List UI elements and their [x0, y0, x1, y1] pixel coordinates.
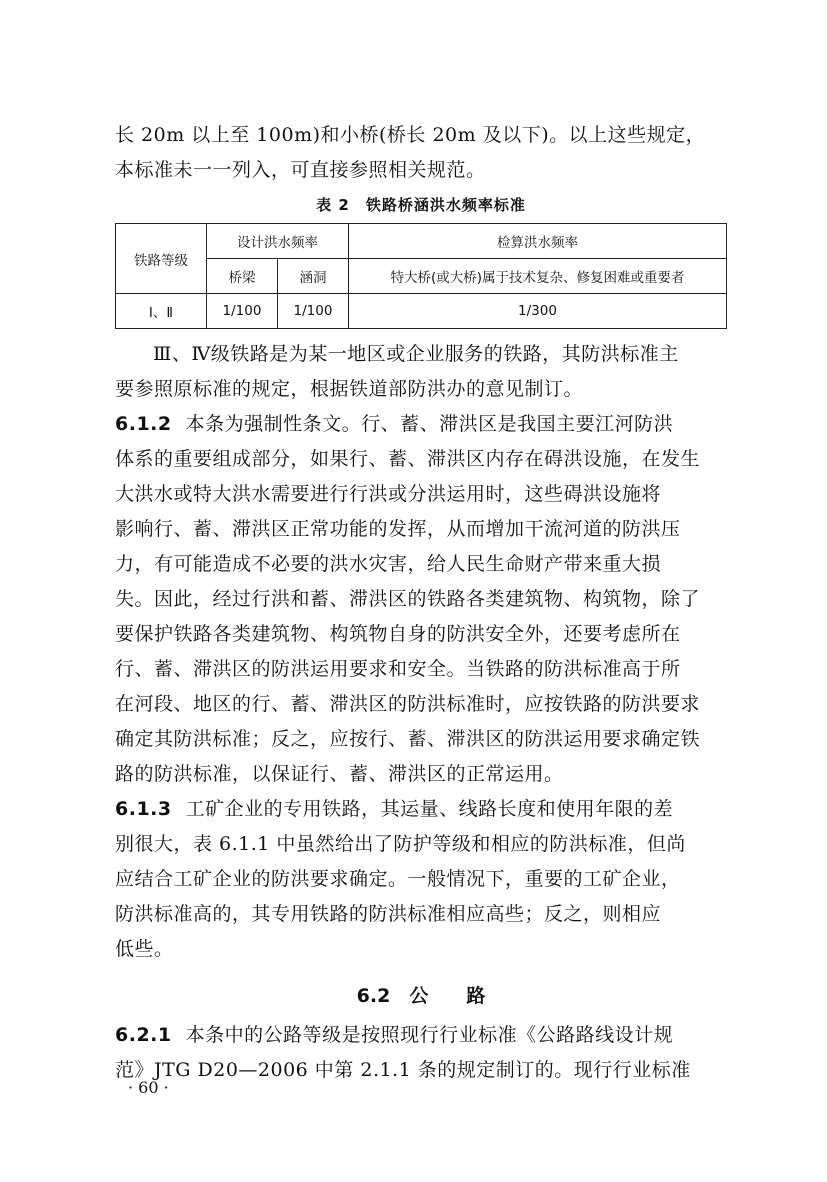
clause-6-1-3 — [115, 792, 727, 967]
text-line: 大洪水或特大洪水需要进行行洪或分洪运用时，这些碍洪设施将 — [115, 483, 662, 505]
text-line: 长 20m 以上至 100m)和小桥(桥长 20m 及以下)。以上这些规定， — [115, 124, 706, 146]
cell-class: Ⅰ、Ⅱ — [116, 294, 207, 329]
text-line: 6.1.3 工矿企业的专用铁路，其运量、线路长度和使用年限的差 — [115, 798, 674, 820]
cell-culvert: 1/100 — [278, 294, 349, 329]
text-line: 应结合工矿企业的防洪要求确定。一般情况下，重要的工矿企业， — [115, 868, 681, 890]
subheader-culvert: 涵洞 — [278, 259, 349, 294]
subheader-check: 特大桥(或大桥)属于技术复杂、修复困难或重要者 — [349, 259, 727, 294]
text-line: 防洪标准高的，其专用铁路的防洪标准相应高些；反之，则相应 — [115, 903, 662, 925]
clause-number: 6.2.1 — [115, 1024, 172, 1046]
text-line: 体系的重要组成部分，如果行、蓄、滞洪区内存在碍洪设施，在发生 — [115, 448, 701, 470]
text-line: 范》JTG D20—2006 中第 2.1.1 条的规定制订的。现行行业标准 — [115, 1059, 691, 1081]
text-line: 影响行、蓄、滞洪区正常功能的发挥，从而增加干流河道的防洪压 — [115, 518, 681, 540]
text-line: 低些。 — [115, 938, 174, 960]
subheader-bridge: 桥梁 — [207, 259, 278, 294]
header-rail-class: 铁路等级 — [116, 224, 207, 294]
page-body — [115, 118, 727, 1088]
text-line: 别很大，表 6.1.1 中虽然给出了防护等级和相应的防洪标准，但尚 — [115, 833, 686, 855]
clause-number: 6.1.3 — [115, 798, 172, 820]
clause-6-1-2 — [115, 407, 727, 792]
text-line: 本标准未一一列入，可直接参照相关规范。 — [115, 159, 486, 181]
header-design-frequency: 设计洪水频率 — [207, 224, 349, 259]
text-line: 确定其防洪标准；反之，应按行、蓄、滞洪区的防洪运用要求确定铁 — [115, 728, 701, 750]
cell-check: 1/300 — [349, 294, 727, 329]
text-line: 6.1.2 本条为强制性条文。行、蓄、滞洪区是我国主要江河防洪 — [115, 413, 674, 435]
header-check-frequency: 检算洪水频率 — [349, 224, 727, 259]
clause-number: 6.1.2 — [115, 413, 172, 435]
page-number: · 60 · — [128, 1078, 169, 1097]
text-line: 要保护铁路各类建筑物、构筑物自身的防洪安全外，还要考虑所在 — [115, 623, 681, 645]
intro-paragraph — [115, 118, 727, 188]
text-line: 6.2.1 本条中的公路等级是按照现行行业标准《公路路线设计规 — [115, 1024, 674, 1046]
text-line: 行、蓄、滞洪区的防洪运用要求和安全。当铁路的防洪标准高于所 — [115, 658, 681, 680]
text-line: 要参照原标准的规定，根据铁道部防洪办的意见制订。 — [115, 378, 584, 400]
section-heading: 6.2 公 路 — [356, 985, 486, 1007]
para-after-table — [115, 337, 727, 407]
text-line: 失。因此，经过行洪和蓄、滞洪区的铁路各类建筑物、构筑物，除了 — [115, 588, 701, 610]
cell-bridge: 1/100 — [207, 294, 278, 329]
flood-frequency-table — [115, 223, 727, 329]
text-line: 路的防洪标准，以保证行、蓄、滞洪区的正常运用。 — [115, 763, 564, 785]
table-caption: 表 2 铁路桥涵洪水频率标准 — [316, 196, 526, 214]
text-line: 力，有可能造成不必要的洪水灾害，给人民生命财产带来重大损 — [115, 553, 662, 575]
table-row — [116, 294, 727, 329]
text-line: Ⅲ、Ⅳ级铁路是为某一地区或企业服务的铁路，其防洪标准主 — [153, 343, 679, 365]
text-line: 在河段、地区的行、蓄、滞洪区的防洪标准时，应按铁路的防洪要求 — [115, 693, 701, 715]
clause-6-2-1 — [115, 1018, 727, 1088]
